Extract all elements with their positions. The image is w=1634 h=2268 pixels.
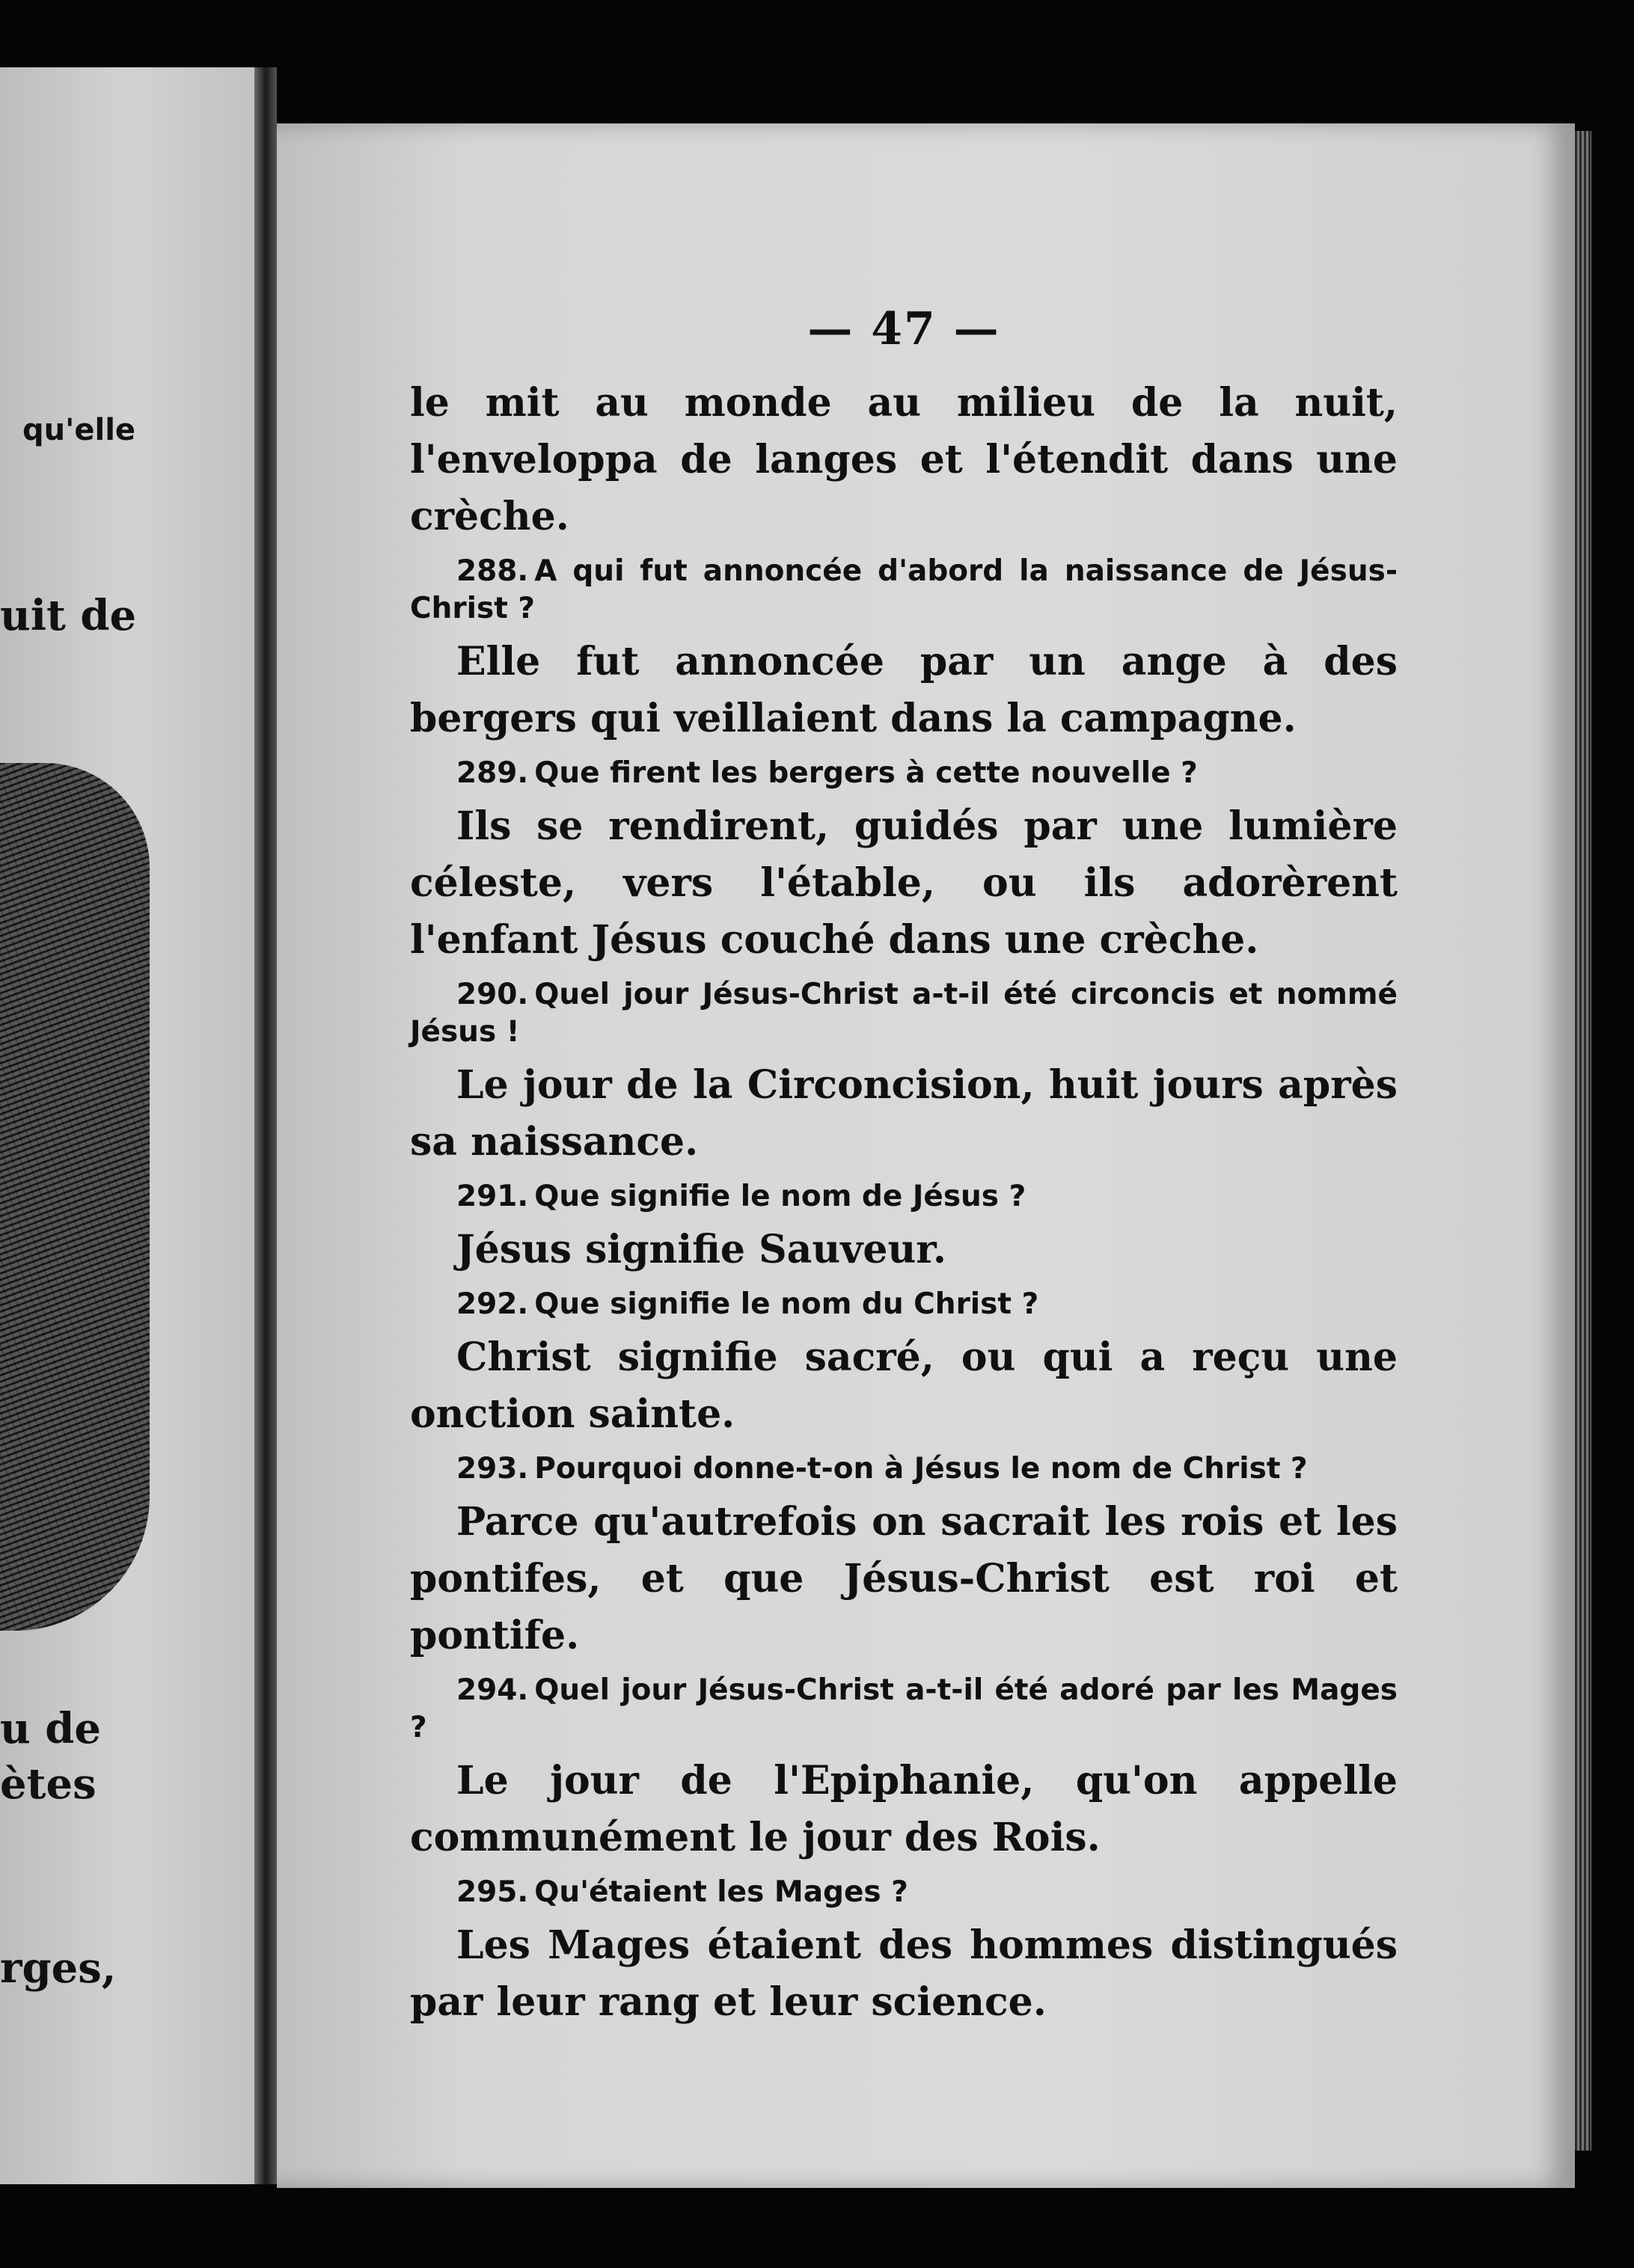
question-number: 289. [456,756,529,790]
page-edge [1575,131,1591,2151]
answer: Le jour de la Circoncision, huit jours après sa naissance. [410,1062,1398,1165]
question-number: 293. [456,1452,529,1486]
question-text: Que signifie le nom du Christ ? [534,1287,1039,1321]
question [410,1672,1398,1747]
opening-paragraph: le mit au monde au milieu de la nuit, l'enveloppa de langes et l'étendit dans une crèche. [410,380,1398,539]
question-text: Que firent les bergers à cette nouvelle ? [534,756,1198,790]
question [410,1450,1398,1488]
left-fragment: rges, [0,1943,117,1993]
qa-item [410,1178,1398,1278]
answer: Les Mages étaient des hommes distingués par leur rang et leur science. [410,1922,1398,2025]
answer: Christ signifie sacré, ou qui a reçu une onction sainte. [410,1334,1398,1437]
page-number: — 47 — [807,303,1000,355]
book-gutter [254,67,277,2184]
left-fragment: uit de [0,591,137,640]
qa-item [410,1286,1398,1443]
question-number: 292. [456,1287,529,1321]
question-number: 295. [456,1875,529,1909]
left-fragment: u de [0,1704,101,1753]
question [410,1874,1398,1911]
answer: Elle fut annoncée par un ange à des bergers qui veillaient dans la campagne. [410,639,1398,741]
qa-item [410,755,1398,969]
question-text: Quel jour Jésus-Christ a-t-il été circoncis et nommé Jésus ! [410,978,1398,1049]
engraving-illustration [0,763,150,1631]
question [410,1286,1398,1323]
question-text: Qu'étaient les Mages ? [534,1875,908,1909]
question-text: Que signifie le nom de Jésus ? [534,1180,1026,1213]
question-text: Pourquoi donne-t-on à Jésus le nom de Christ ? [534,1452,1308,1486]
qa-item [410,1672,1398,1866]
qa-item [410,1450,1398,1664]
answer: Parce qu'autrefois on sacrait les rois et les pontifes, et que Jésus-Christ est roi et pontife. [410,1499,1398,1658]
question-number: 290. [456,978,529,1011]
question-number: 291. [456,1180,529,1213]
qa-item [410,1874,1398,2031]
page-content [410,303,1398,2031]
left-fragment: ètes [0,1759,97,1809]
question [410,553,1398,628]
answer: Jésus signifie Sauveur. [456,1227,946,1272]
question-text: A qui fut annoncée d'abord la naissance de Jésus-Christ ? [410,554,1398,625]
question-number: 294. [456,1673,529,1707]
answer: Ils se rendirent, guidés par une lumière céleste, vers l'étable, ou ils adorèrent l'enfant Jésus couché dans une crèche. [410,803,1398,963]
question-number: 288. [456,554,529,588]
question [410,755,1398,792]
left-facing-page [0,67,254,2184]
qa-item [410,976,1398,1171]
question-text: Quel jour Jésus-Christ a-t-il été adoré par les Mages ? [410,1673,1398,1744]
question [410,976,1398,1051]
question [410,1178,1398,1216]
left-fragment: qu'elle [22,413,136,447]
answer: Le jour de l'Epiphanie, qu'on appelle communément le jour des Rois. [410,1758,1398,1860]
qa-item [410,553,1398,747]
